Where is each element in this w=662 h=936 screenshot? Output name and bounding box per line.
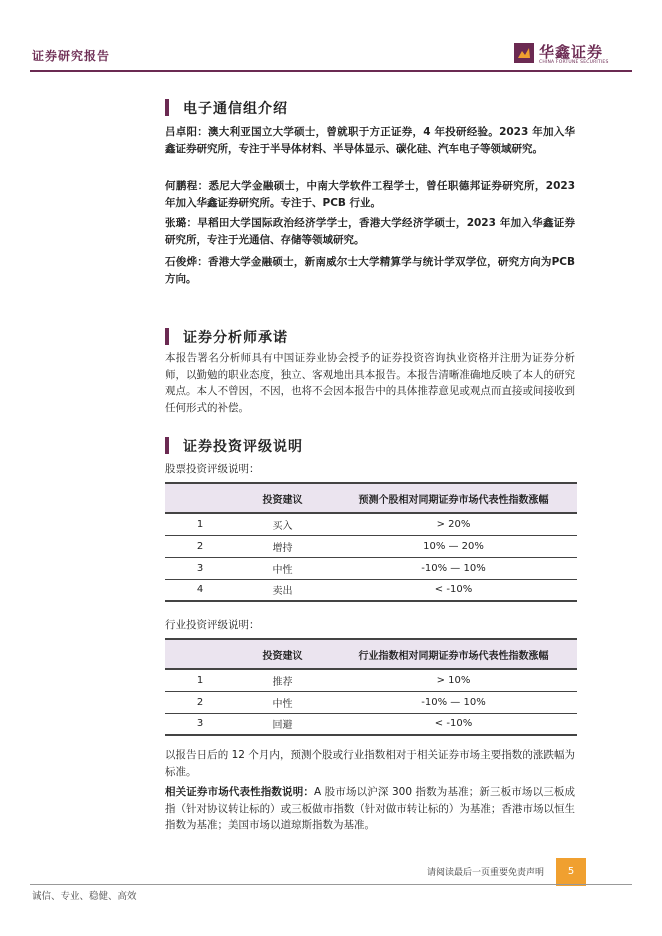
- table-header-cell: 行业指数相对同期证券市场代表性指数涨幅: [330, 639, 577, 669]
- table-row: 2 中性 -10% — 10%: [165, 691, 577, 713]
- table-row: 2 增持 10% — 20%: [165, 535, 577, 557]
- team-member-2: [165, 178, 575, 211]
- member-name: 石俊烨：: [165, 256, 208, 268]
- section-marker: [165, 328, 169, 345]
- table-header-cell: 预测个股相对同期证券市场代表性指数涨幅: [330, 483, 577, 513]
- table-row: 1 推荐 > 10%: [165, 669, 577, 691]
- logo-mark-icon: [514, 43, 534, 63]
- index-label: 相关证券市场代表性指数说明：: [165, 786, 314, 798]
- header-divider: [30, 70, 632, 72]
- commitment-text: 本报告署名分析师具有中国证券业协会授予的证券投资咨询执业资格并注册为证券分析师，以勤勉的职业态度，独立、客观地出具本报告。本报告清晰准确地反映了本人的研究观点。本人不曾因，不因，也将不会因本报告中的具体推荐意见或观点而直接或间接收到任何形式的补偿。: [165, 352, 575, 414]
- company-logo: [514, 41, 634, 67]
- page-number: 5: [556, 858, 586, 886]
- table-header-cell: [165, 639, 235, 669]
- table-row: 3 回避 < -10%: [165, 713, 577, 735]
- table-header-row: [165, 639, 577, 669]
- member-bio: 悉尼大学金融硕士，中南大学软件工程学士，曾任职德邦证券研究所，2023 年加入华鑫证券研究所。专注于、PCB 行业。: [165, 180, 576, 209]
- logo-text: 华鑫证券: [539, 43, 604, 61]
- table-header-row: [165, 483, 577, 513]
- industry-rating-caption: 行业投资评级说明：: [165, 619, 260, 631]
- section-marker: [165, 99, 169, 116]
- member-bio: 香港大学金融硕士，新南威尔士大学精算学与统计学双学位，研究方向为PCB方向。: [165, 256, 576, 285]
- table-header-cell: 投资建议: [235, 639, 330, 669]
- index-text: A 股市场以沪深 300 指数为基准；新三板市场以三板成指（针对协议转让标的）或三板做市指数（针对做市转让标的）为基准；香港市场以恒生指数为基准；美国市场以道琼斯指数为基准。: [165, 786, 575, 831]
- footer-slogan: 诚信、专业、稳健、高效: [32, 891, 137, 902]
- team-member-3: [165, 215, 575, 248]
- table-header-cell: 投资建议: [235, 483, 330, 513]
- team-member-1: [165, 124, 575, 157]
- industry-rating-table: [165, 638, 577, 736]
- table-header-cell: [165, 483, 235, 513]
- section-marker: [165, 437, 169, 454]
- member-bio: 澳大利亚国立大学硕士，曾就职于方正证券，4 年投研经验。2023 年加入华鑫证券研究所，专注于半导体材料、半导体显示、碳化硅、汽车电子等领域研究。: [165, 126, 575, 155]
- table-row: 4 卖出 < -10%: [165, 579, 577, 601]
- stock-rating-table: [165, 482, 577, 602]
- team-member-4: [165, 254, 575, 287]
- disclaimer-note: 请阅读最后一页重要免责声明: [427, 868, 545, 878]
- member-name: 吕卓阳：: [165, 126, 209, 138]
- member-bio: 早稻田大学国际政治经济学学士，香港大学经济学硕士，2023 年加入华鑫证券研究所，专注于光通信、存储等领域研究。: [165, 217, 575, 246]
- member-name: 张璐：: [165, 217, 198, 229]
- table-row: 1 买入 > 20%: [165, 513, 577, 535]
- rating-period-note: 以报告日后的 12 个月内，预测个股或行业指数相对于相关证券市场主要指数的涨跌幅为标准。: [165, 749, 575, 778]
- footer-divider: [30, 884, 632, 885]
- header-label: 证券研究报告: [32, 49, 111, 63]
- member-name: 何鹏程：: [165, 180, 209, 192]
- logo-subtitle: CHINA FORTUNE SECURITIES: [539, 60, 609, 65]
- stock-rating-caption: 股票投资评级说明：: [165, 463, 260, 475]
- table-row: 3 中性 -10% — 10%: [165, 557, 577, 579]
- index-description: [165, 784, 575, 834]
